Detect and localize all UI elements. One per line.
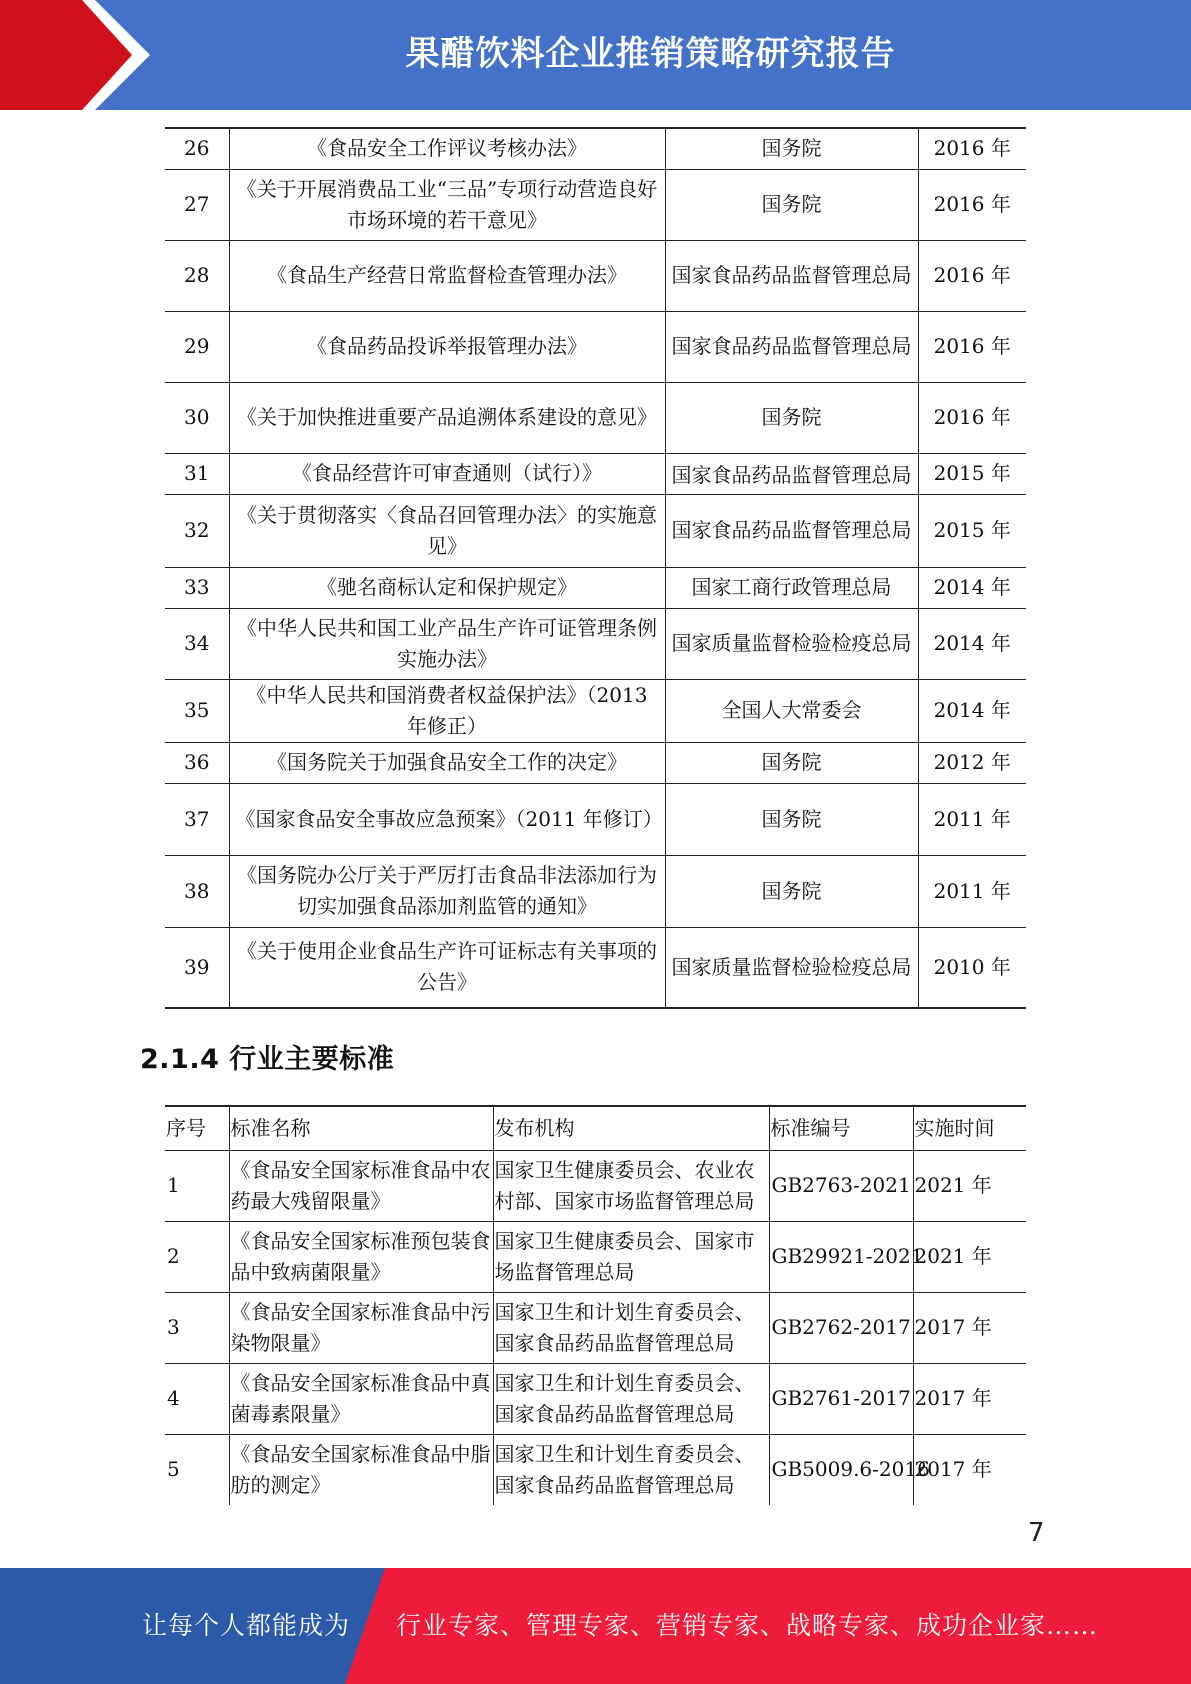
- table-row: [165, 128, 1026, 169]
- table-row: [165, 1150, 1026, 1221]
- row-number: 26: [165, 128, 229, 169]
- issuing-body: 国家卫生和计划生育委员会、国家食品药品监督管理总局: [493, 1363, 769, 1434]
- column-header-org: 发布机构: [493, 1106, 769, 1150]
- table-row: [165, 169, 1026, 240]
- issue-year: 2016 年: [918, 240, 1026, 311]
- row-number: 31: [165, 453, 229, 494]
- table-row: [165, 855, 1026, 927]
- standard-name: 《食品安全国家标准食品中农药最大残留限量》: [229, 1150, 493, 1221]
- standard-name: 《食品安全国家标准预包装食品中致病菌限量》: [229, 1221, 493, 1292]
- row-number: 1: [165, 1150, 229, 1221]
- issue-year: 2014 年: [918, 608, 1026, 679]
- issue-year: 2016 年: [918, 382, 1026, 453]
- policy-name: 《国家食品安全事故应急预案》（2011 年修订）: [229, 783, 665, 855]
- standard-code: GB5009.6-2016: [769, 1434, 913, 1505]
- issue-year: 2011 年: [918, 855, 1026, 927]
- page-number: 7: [1028, 1518, 1045, 1548]
- issue-year: 2012 年: [918, 742, 1026, 783]
- policy-name: 《国务院办公厅关于严厉打击食品非法添加行为切实加强食品添加剂监管的通知》: [229, 855, 665, 927]
- row-number: 30: [165, 382, 229, 453]
- page-header: [0, 0, 1191, 110]
- table-header-row: [165, 1106, 1026, 1150]
- standard-name: 《食品安全国家标准食品中脂肪的测定》: [229, 1434, 493, 1505]
- issuing-body: 国家质量监督检验检疫总局: [665, 927, 918, 1008]
- standard-name: 《食品安全国家标准食品中真菌毒素限量》: [229, 1363, 493, 1434]
- page-footer: [0, 1568, 1191, 1684]
- issuing-body: [665, 453, 918, 494]
- row-number: 29: [165, 311, 229, 382]
- standard-code: GB2761-2017: [769, 1363, 913, 1434]
- issuing-body: 国务院: [665, 742, 918, 783]
- standard-code: GB2762-2017: [769, 1292, 913, 1363]
- footer-slogan-right: 行业专家、管理专家、营销专家、战略专家、成功企业家……: [396, 1611, 1099, 1640]
- issue-year: 2010 年: [918, 927, 1026, 1008]
- table-row: [165, 311, 1026, 382]
- row-number: 39: [165, 927, 229, 1008]
- effective-year: 2021 年: [913, 1150, 1026, 1221]
- issuing-body: 国家食品药品监督管理总局: [665, 494, 918, 567]
- issuing-body: 国务院: [665, 783, 918, 855]
- standard-name: 《食品安全国家标准食品中污染物限量》: [229, 1292, 493, 1363]
- row-number: 32: [165, 494, 229, 567]
- row-number: 28: [165, 240, 229, 311]
- effective-year: 2017 年: [913, 1363, 1026, 1434]
- section-heading: 2.1.4 行业主要标准: [140, 1044, 395, 1075]
- issuing-body: 国家卫生和计划生育委员会、国家食品药品监督管理总局: [493, 1434, 769, 1505]
- column-header-number: 序号: [165, 1106, 229, 1150]
- column-header-code: 标准编号: [769, 1106, 913, 1150]
- issuing-body: 国家卫生健康委员会、农业农村部、国家市场监督管理总局: [493, 1150, 769, 1221]
- row-number: 33: [165, 567, 229, 608]
- table-row: [165, 453, 1026, 494]
- issuing-body: 国家工商行政管理总局: [665, 567, 918, 608]
- column-header-name: 标准名称: [229, 1106, 493, 1150]
- row-number: 36: [165, 742, 229, 783]
- footer-slogan-left: 让每个人都能成为: [142, 1611, 351, 1640]
- policy-name: 《食品生产经营日常监督检查管理办法》: [229, 240, 665, 311]
- policy-name: 《中华人民共和国消费者权益保护法》（2013 年修正）: [229, 679, 665, 742]
- policy-table: [165, 127, 1026, 1009]
- issue-year: 2014 年: [918, 567, 1026, 608]
- table-row: [165, 567, 1026, 608]
- issue-year: 2016 年: [918, 128, 1026, 169]
- table-row: [165, 783, 1026, 855]
- policy-name: 《食品经营许可审查通则（试行）》: [229, 453, 665, 494]
- issuing-body: 国家卫生健康委员会、国家市场监督管理总局: [493, 1221, 769, 1292]
- table-row: [165, 679, 1026, 742]
- issuing-body: 国家质量监督检验检疫总局: [665, 608, 918, 679]
- policy-name: 《关于开展消费品工业“三品”专项行动营造良好市场环境的若干意见》: [229, 169, 665, 240]
- row-number: 38: [165, 855, 229, 927]
- row-number: 4: [165, 1363, 229, 1434]
- table-row: [165, 1434, 1026, 1505]
- standards-table: [165, 1105, 1026, 1505]
- table-row: [165, 742, 1026, 783]
- report-title: 果醋饮料企业推销策略研究报告: [405, 34, 896, 74]
- issue-year: 2011 年: [918, 783, 1026, 855]
- policy-name: 《关于加快推进重要产品追溯体系建设的意见》: [229, 382, 665, 453]
- issuing-body: 国家食品药品监督管理总局: [665, 311, 918, 382]
- table-row: [165, 927, 1026, 1008]
- issuing-body: 国务院: [665, 855, 918, 927]
- policy-name: 《驰名商标认定和保护规定》: [229, 567, 665, 608]
- issue-year: 2015 年: [918, 494, 1026, 567]
- table-row: [165, 608, 1026, 679]
- table-row: [165, 382, 1026, 453]
- issue-year: 2014 年: [918, 679, 1026, 742]
- standard-code: GB2763-2021: [769, 1150, 913, 1221]
- issuing-body: 国家卫生和计划生育委员会、国家食品药品监督管理总局: [493, 1292, 769, 1363]
- policy-name: 《关于贯彻落实〈食品召回管理办法〉的实施意见》: [229, 494, 665, 567]
- standard-code: GB29921-2021: [769, 1221, 913, 1292]
- policy-name: 《食品安全工作评议考核办法》: [229, 128, 665, 169]
- issue-year: 2016 年: [918, 311, 1026, 382]
- effective-year: 2021 年: [913, 1221, 1026, 1292]
- effective-year: 2017 年: [913, 1292, 1026, 1363]
- policy-name: 《关于使用企业食品生产许可证标志有关事项的公告》: [229, 927, 665, 1008]
- policy-name: 《食品药品投诉举报管理办法》: [229, 311, 665, 382]
- table-row: [165, 1221, 1026, 1292]
- issue-year: 2015 年: [918, 453, 1026, 494]
- table-row: [165, 494, 1026, 567]
- effective-year: 2017 年: [913, 1434, 1026, 1505]
- table-row: [165, 1292, 1026, 1363]
- issue-year: 2016 年: [918, 169, 1026, 240]
- column-header-date: 实施时间: [913, 1106, 1026, 1150]
- issuing-body: 国务院: [665, 382, 918, 453]
- row-number: 35: [165, 679, 229, 742]
- issuing-body-text: 国家食品药品监督管理总局: [671, 462, 912, 484]
- issuing-body: 国务院: [665, 169, 918, 240]
- row-number: 2: [165, 1221, 229, 1292]
- table-row: [165, 240, 1026, 311]
- row-number: 3: [165, 1292, 229, 1363]
- row-number: 37: [165, 783, 229, 855]
- policy-name: 《国务院关于加强食品安全工作的决定》: [229, 742, 665, 783]
- row-number: 34: [165, 608, 229, 679]
- issuing-body: 国家食品药品监督管理总局: [665, 240, 918, 311]
- table-row: [165, 1363, 1026, 1434]
- policy-name: 《中华人民共和国工业产品生产许可证管理条例实施办法》: [229, 608, 665, 679]
- issuing-body: 全国人大常委会: [665, 679, 918, 742]
- issuing-body: 国务院: [665, 128, 918, 169]
- row-number: 27: [165, 169, 229, 240]
- row-number: 5: [165, 1434, 229, 1505]
